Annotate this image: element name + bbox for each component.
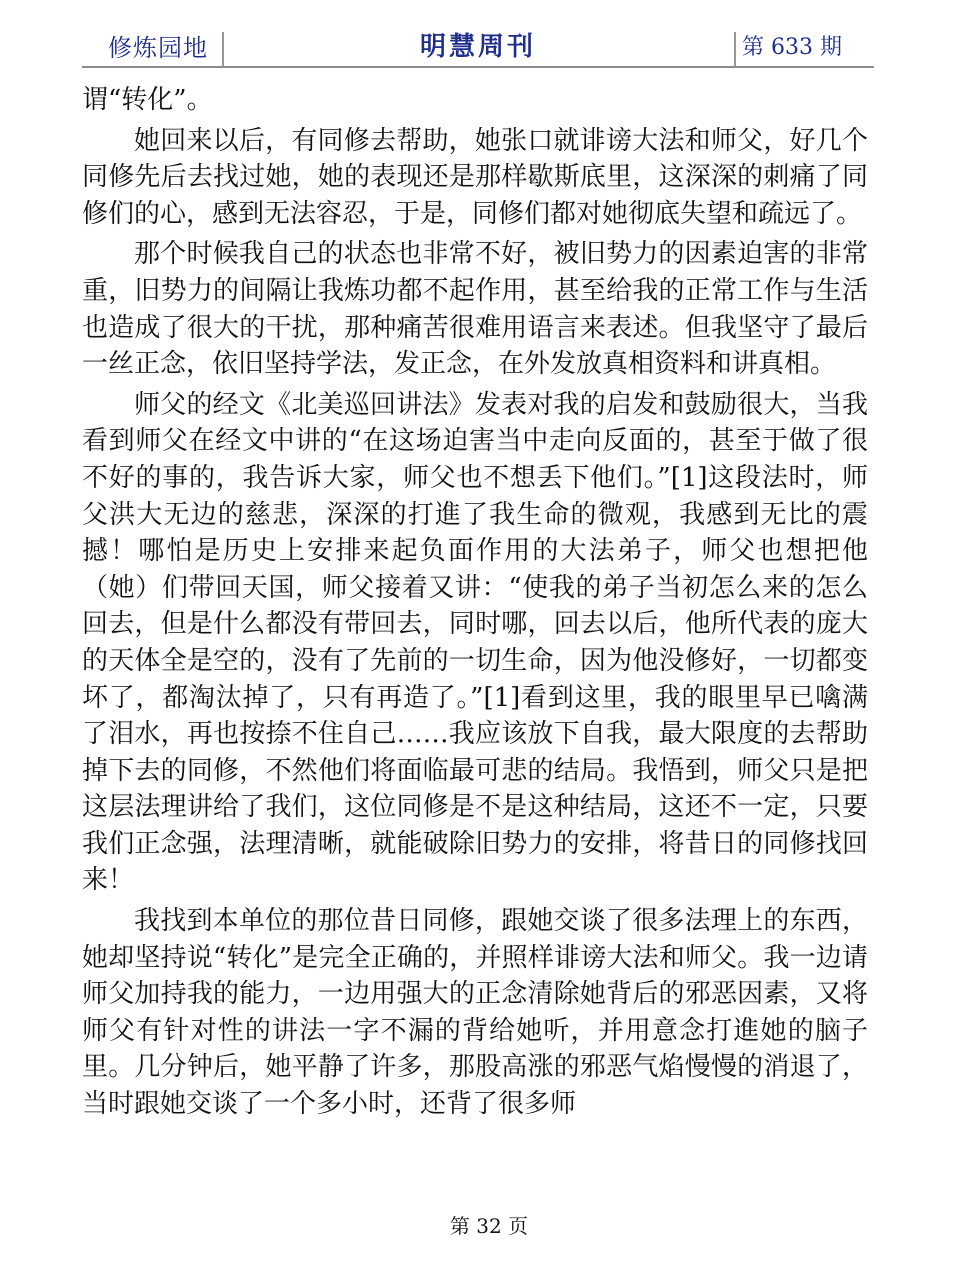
header-rule xyxy=(82,66,874,68)
paragraph: 我找到本单位的那位昔日同修，跟她交谈了很多法理上的东西，她却坚持说“转化”是完全正确的，并照样诽谤大法和师父。我一边请师父加持我的能力，一边用强大的正念清除她背后的邪恶因素，又将师父有针对性的讲法一字不漏的背给她听，并用意念打進她的脑子里。几分钟后，她平静了许多，那股高涨的邪恶气焰慢慢的消退了，当时跟她交谈了一个多小时，还背了很多师 xyxy=(82,906,868,1120)
publication-title: 明慧周刊 xyxy=(419,32,536,62)
header-divider-right xyxy=(734,32,736,66)
paragraph: 她回来以后，有同修去帮助，她张口就诽谤大法和师父，好几个同修先后去找过她，她的表现还是那样歇斯底里，这深深的刺痛了同修们的心，感到无法容忍，于是，同修们都对她彻底失望和疏远了。 xyxy=(82,125,868,229)
paragraph: 那个时候我自己的状态也非常不好，被旧势力的因素迫害的非常重，旧势力的间隔让我炼功都不起作用，甚至给我的正常工作与生活也造成了很大的干扰，那种痛苦很难用语言来表述。但我坚守了最后一丝正念，依旧坚持学法，发正念，在外发放真相资料和讲真相。 xyxy=(82,239,868,380)
section-name: 修炼园地 xyxy=(108,34,208,62)
issue-number: 第 633 期 xyxy=(742,35,842,60)
page-header xyxy=(82,26,874,66)
paragraph: 谓“转化”。 xyxy=(82,85,213,115)
article-body xyxy=(82,82,868,1127)
paragraph: 师父的经文《北美巡回讲法》发表对我的启发和鼓励很大，当我看到师父在经文中讲的“在这场迫害当中走向反面的，甚至于做了很不好的事的，我告诉大家，师父也不想丢下他们。”[1]这段法时，师父洪大无边的慈悲，深深的打進了我生命的微观，我感到无比的震撼！哪怕是历史上安排来起负面作用的大法弟子，师父也想把他（她）们带回天国，师父接着又讲：“使我的弟子当初怎么来的怎么回去，但是什么都没有带回去，同时哪，回去以后，他所代表的庞大的天体全是空的，没有了先前的一切生命，因为他没修好，一切都变坏了，都淘汰掉了，只有再造了。”[1]看到这里，我的眼里早已噙满了泪水，再也按捺不住自己……我应该放下自我，最大限度的去帮助掉下去的同修，不然他们将面临最可悲的结局。我悟到，师父只是把这层法理讲给了我们，这位同修是不是这种结局，这还不一定，只要我们正念强，法理清晰，就能破除旧势力的安排，将昔日的同修找回来！ xyxy=(82,389,868,896)
page-number: 第 32 页 xyxy=(449,1214,529,1238)
